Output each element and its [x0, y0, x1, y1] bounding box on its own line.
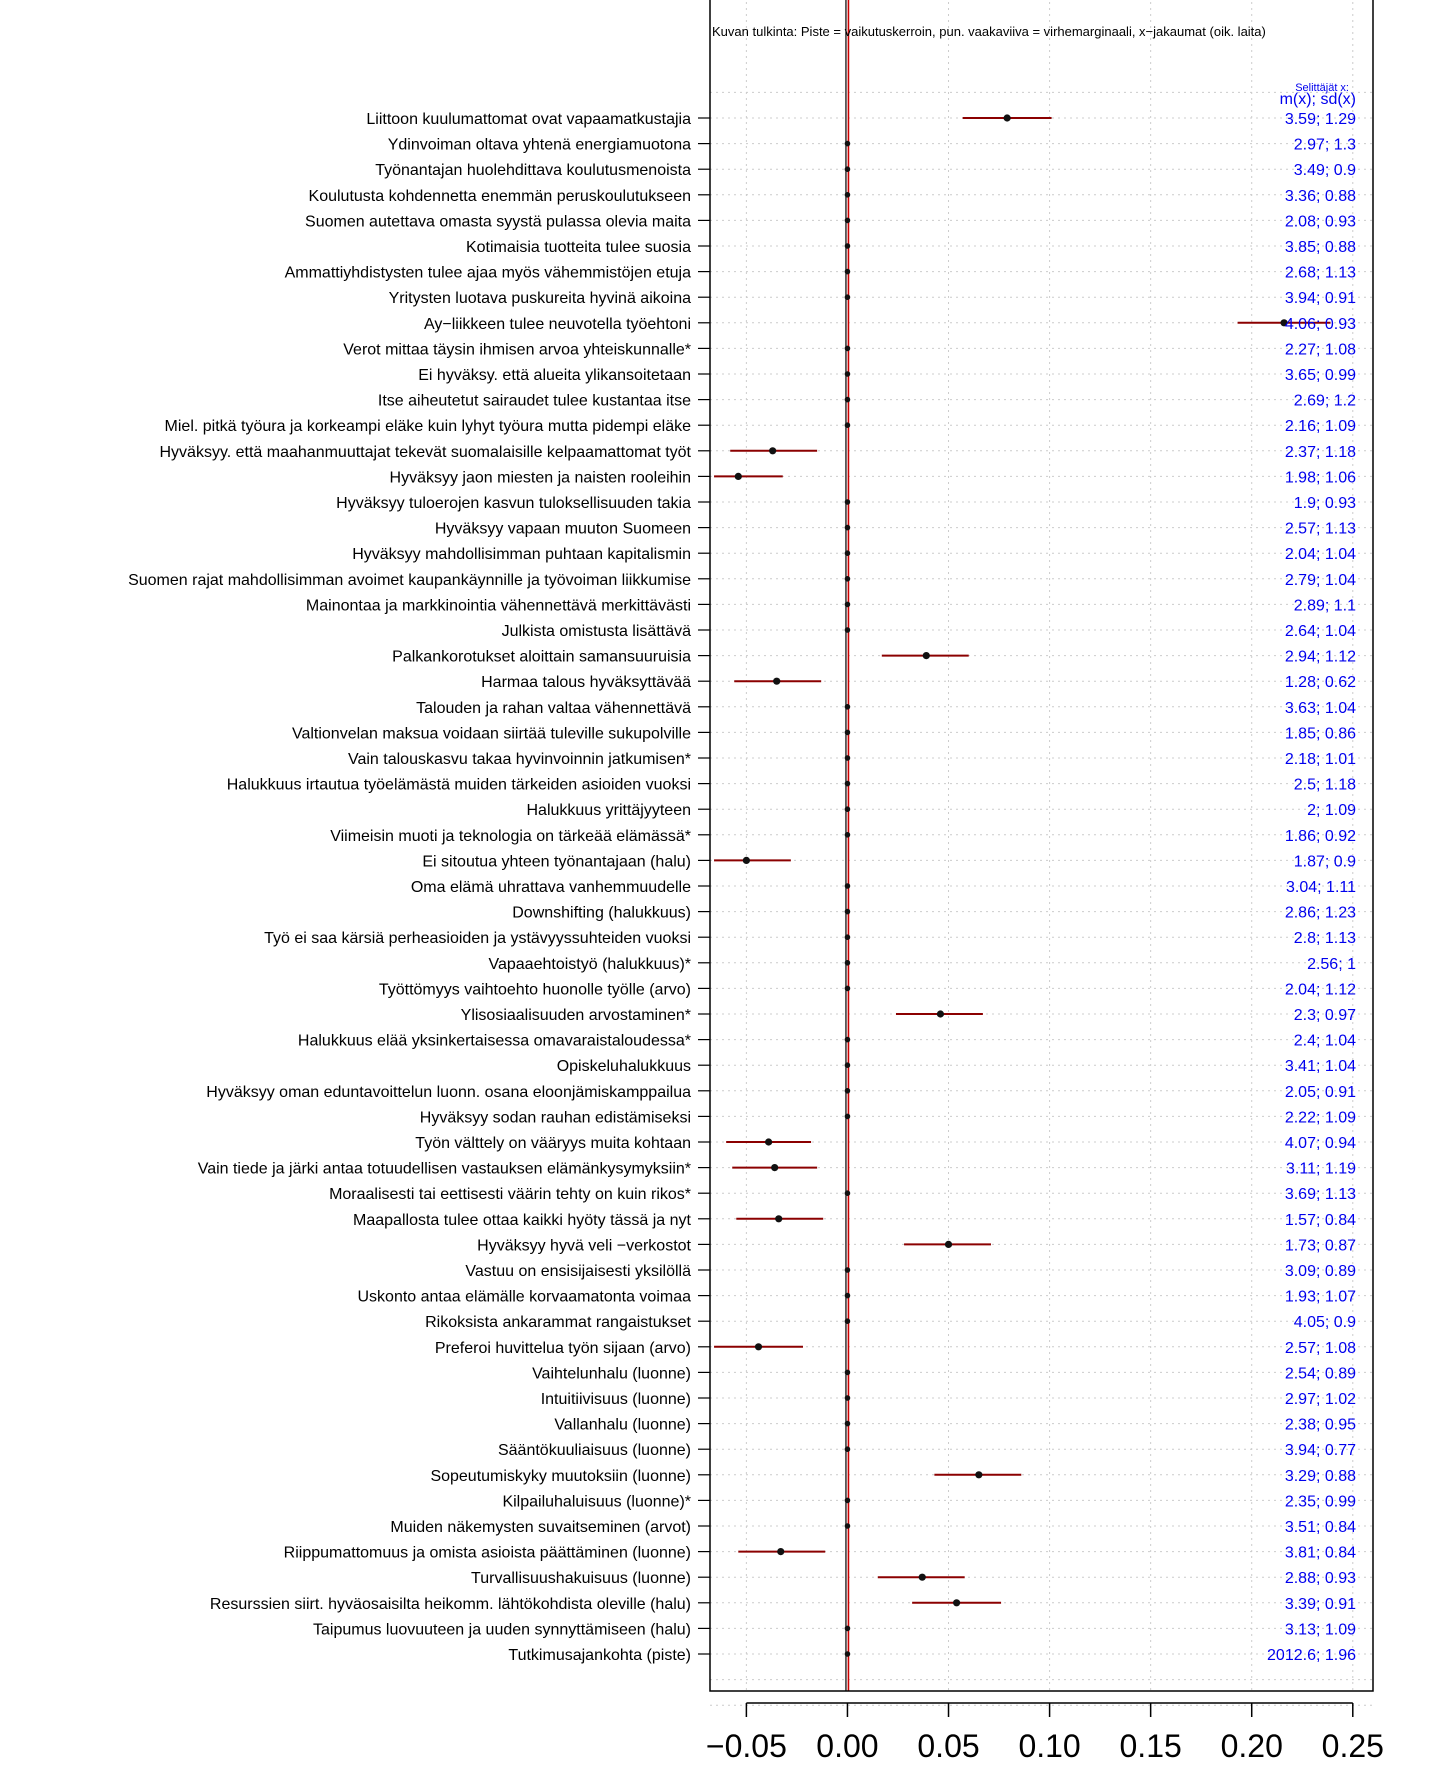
coefficient-point: [1004, 114, 1011, 121]
coefficient-point: [845, 986, 851, 992]
variable-label: Ylisosiaalisuuden arvostaminen*: [460, 1007, 691, 1024]
variable-stat: 2.69; 1.2: [1293, 392, 1356, 410]
coefficient-point: [845, 550, 851, 556]
coefficient-point: [845, 909, 851, 915]
coefficient-point: [845, 499, 851, 505]
variable-stat: 2.57; 1.08: [1284, 1339, 1356, 1357]
variable-stat: 3.69; 1.13: [1284, 1186, 1356, 1204]
variable-label: Työ ei saa kärsiä perheasioiden ja ystävyyssuhteiden vuoksi: [264, 930, 691, 948]
variable-label: Miel. pitkä työura ja korkeampi eläke kuin lyhyt työura mutta pidempi eläke: [164, 418, 691, 436]
coefficient-point: [845, 525, 851, 531]
variable-stat: 2.3; 0.97: [1293, 1007, 1356, 1024]
coefficient-point: [845, 1626, 851, 1632]
variable-stat: 3.51; 0.84: [1284, 1519, 1356, 1536]
variable-label: Ydinvoiman oltava yhtenä energiamuotona: [387, 136, 691, 154]
variable-stat: 2.88; 0.93: [1284, 1570, 1356, 1588]
variable-stat: 3.94; 0.91: [1284, 290, 1356, 308]
coefficient-point: [845, 576, 851, 582]
variable-stat: 1.98; 1.06: [1284, 469, 1356, 487]
variable-stat: 3.36; 0.88: [1284, 187, 1356, 205]
variable-label: Resurssien siirt. hyväosaisilta heikomm. lähtökohdista oleville (halu): [209, 1595, 691, 1613]
variable-stat: 1.86; 0.92: [1284, 827, 1356, 845]
variable-stat: 2.35; 0.99: [1284, 1493, 1356, 1511]
coefficient-point: [765, 1138, 772, 1145]
variable-label: Koulutusta kohdennetta enemmän peruskoulutukseen: [308, 187, 691, 205]
coefficient-point: [845, 371, 851, 377]
variable-label: Taipumus luovuuteen ja uuden synnyttämiseen (halu): [312, 1621, 691, 1639]
variable-stat: 3.59; 1.29: [1284, 111, 1356, 128]
variable-label: Talouden ja rahan valtaa vähennettävä: [416, 699, 691, 717]
variable-stat: 2.16; 1.09: [1284, 418, 1356, 436]
variable-label: Valtionvelan maksua voidaan siirtää tuleville sukupolville: [291, 725, 691, 743]
variable-label: Intuitiivisuus (luonne): [540, 1391, 691, 1408]
coefficient-point: [845, 218, 851, 224]
variable-label: Mainontaa ja markkinointia vähennettävä merkittävästi: [305, 597, 691, 615]
coefficient-point: [945, 1241, 952, 1248]
variable-label: Muiden näkemysten suvaitseminen (arvot): [390, 1519, 691, 1536]
variable-stat: 2012.6; 1.96: [1267, 1647, 1356, 1664]
variable-label: Hyväksyy. että maahanmuuttajat tekevät suomalaisille kelpaamattomat työt: [159, 443, 691, 461]
x-tick-label: −0.05: [705, 1728, 787, 1764]
coefficient-point: [953, 1599, 960, 1606]
coefficient-point: [845, 1446, 851, 1452]
variable-label: Vain talouskasvu takaa hyvinvoinnin jatkumisen*: [347, 751, 691, 768]
coefficient-point: [845, 1088, 851, 1094]
variable-stat: 3.41; 1.04: [1284, 1058, 1356, 1076]
variable-stat: 2.22; 1.09: [1284, 1109, 1356, 1127]
variable-stat: 1.93; 1.07: [1284, 1288, 1356, 1306]
variable-label: Hyväksyy mahdollisimman puhtaan kapitalismin: [352, 546, 691, 564]
variable-label: Ammattiyhdistysten tulee ajaa myös vähemmistöjen etuja: [284, 264, 691, 282]
coefficient-point: [845, 1651, 851, 1657]
variable-stat: 3.94; 0.77: [1284, 1442, 1356, 1460]
coefficient-point: [845, 1114, 851, 1120]
variable-label: Halukkuus irtautua työelämästä muiden tärkeiden asioiden vuoksi: [226, 776, 691, 794]
stats-header-columns: m(x); sd(x): [1279, 91, 1356, 108]
x-tick-label: 0.25: [1321, 1728, 1384, 1764]
variable-label: Vain tiede ja järki antaa totuudellisen vastauksen elämänkysymyksiin*: [197, 1160, 691, 1178]
coefficient-point: [845, 934, 851, 940]
coefficient-point: [845, 1267, 851, 1273]
coefficient-point: [845, 1293, 851, 1299]
variable-label: Hyväksyy tuloerojen kasvun tuloksellisuuden takia: [336, 495, 691, 512]
coefficient-point: [975, 1471, 982, 1478]
coefficient-point: [845, 1062, 851, 1068]
variable-label: Halukkuus elää yksinkertaisessa omavaraistaloudessa*: [297, 1032, 691, 1050]
interpretation-note: Kuvan tulkinta: Piste = vaikutuskerroin, pun. vaakaviiva = virhemarginaali, x−jakaumat (oik. laita): [712, 24, 1266, 39]
coefficient-point: [923, 652, 930, 659]
coefficient-point: [845, 346, 851, 352]
variable-stat: 2.97; 1.02: [1284, 1391, 1356, 1408]
variable-stat: 2.54; 0.89: [1284, 1365, 1356, 1383]
x-tick-label: 0.00: [816, 1728, 879, 1764]
variable-stat: 2.97; 1.3: [1293, 136, 1356, 154]
stats-header-title: Selittäjät x:: [1295, 82, 1349, 94]
variable-label: Julkista omistusta lisättävä: [501, 623, 691, 640]
variable-stat: 3.81; 0.84: [1284, 1544, 1356, 1562]
coefficient-point: [845, 192, 851, 198]
variable-label: Halukkuus yrittäjyyteen: [526, 802, 691, 820]
x-tick-label: 0.20: [1220, 1728, 1283, 1764]
variable-stat: 1.73; 0.87: [1284, 1237, 1356, 1255]
variable-label: Vapaaehtoistyö (halukkuus)*: [488, 955, 691, 973]
variable-label: Viimeisin muoti ja teknologia on tärkeää elämässä*: [330, 827, 691, 845]
variable-label: Hyväksyy oman eduntavoittelun luonn. osana eloonjämiskamppailua: [206, 1083, 691, 1101]
coefficient-point: [845, 141, 851, 147]
coefficient-point: [845, 1037, 851, 1043]
variable-label: Turvallisuushakuisuus (luonne): [471, 1570, 691, 1588]
variable-stat: 1.9; 0.93: [1293, 495, 1356, 512]
variable-label: Downshifting (halukkuus): [512, 904, 691, 922]
coefficient-point: [769, 447, 776, 454]
variable-label: Sopeutumiskyky muutoksiin (luonne): [430, 1467, 691, 1485]
variable-stat: 4.06; 0.93: [1284, 315, 1356, 333]
coefficient-point: [845, 243, 851, 249]
variable-label: Ei hyväksy. että alueita ylikansoitetaan: [418, 367, 691, 384]
coefficient-point: [845, 806, 851, 812]
variable-stat: 4.05; 0.9: [1293, 1314, 1356, 1332]
variable-label: Hyväksyy vapaan muuton Suomeen: [434, 520, 691, 538]
coefficient-point: [845, 1370, 851, 1376]
variable-stat: 2.05; 0.91: [1284, 1083, 1356, 1101]
coefficient-point: [845, 1318, 851, 1324]
variable-stat: 4.07; 0.94: [1284, 1135, 1356, 1152]
coefficient-point: [919, 1574, 926, 1581]
variable-stat: 2.89; 1.1: [1293, 597, 1356, 615]
variable-label: Rikoksista ankarammat rangaistukset: [425, 1314, 691, 1332]
coefficient-point: [845, 781, 851, 787]
coefficient-point: [743, 857, 750, 864]
variable-stat: 1.87; 0.9: [1293, 853, 1356, 871]
variable-label: Vaihtelunhalu (luonne): [532, 1365, 691, 1383]
variable-stat: 3.09; 0.89: [1284, 1263, 1356, 1280]
coefficient-point: [845, 422, 851, 428]
variable-label: Suomen rajat mahdollisimman avoimet kaupankäynnille ja työvoiman liikkumise: [128, 571, 691, 589]
coefficient-point: [845, 960, 851, 966]
coefficient-point: [845, 704, 851, 710]
variable-stat: 2.08; 0.93: [1284, 213, 1356, 231]
variable-stat: 2.18; 1.01: [1284, 751, 1356, 768]
variable-stat: 1.85; 0.86: [1284, 725, 1356, 743]
variable-label: Maapallosta tulee ottaa kaikki hyöty tässä ja nyt: [353, 1211, 691, 1229]
coefficient-point: [845, 1395, 851, 1401]
variable-stat: 2.68; 1.13: [1284, 264, 1356, 282]
coefficient-point: [845, 1190, 851, 1196]
variable-label: Suomen autettava omasta syystä pulassa olevia maita: [305, 213, 691, 231]
variable-stat: 2.27; 1.08: [1284, 341, 1356, 359]
coefficient-point: [845, 1498, 851, 1504]
variable-label: Hyväksyy sodan rauhan edistämiseksi: [419, 1109, 691, 1127]
coefficient-point: [845, 832, 851, 838]
variable-stat: 3.04; 1.11: [1286, 879, 1356, 896]
variable-label: Yritysten luotava puskureita hyvinä aikoina: [388, 290, 691, 308]
coefficient-point: [845, 166, 851, 172]
variable-stat: 3.63; 1.04: [1284, 699, 1356, 717]
variable-label: Riippumattomuus ja omista asioista päättäminen (luonne): [283, 1544, 691, 1562]
variable-label: Itse aiheutetut sairaudet tulee kustantaa itse: [377, 392, 691, 410]
variable-label: Preferoi huvittelua työn sijaan (arvo): [434, 1339, 691, 1357]
coefficient-point: [775, 1215, 782, 1222]
variable-stat: 2.38; 0.95: [1284, 1416, 1356, 1434]
variable-label: Tutkimusajankohta (piste): [508, 1647, 691, 1664]
variable-stat: 3.49; 0.9: [1293, 162, 1356, 180]
variable-label: Sääntökuuliaisuus (luonne): [497, 1442, 691, 1460]
variable-stat: 2.4; 1.04: [1293, 1032, 1356, 1050]
variable-label: Liittoon kuulumattomat ovat vapaamatkustajia: [366, 111, 691, 128]
variable-label: Verot mittaa täysin ihmisen arvoa yhteiskunnalle*: [343, 341, 691, 359]
coefficient-point: [845, 269, 851, 275]
variable-stat: 2.94; 1.12: [1284, 648, 1356, 666]
variable-stat: 2; 1.09: [1307, 802, 1356, 820]
variable-stat: 3.39; 0.91: [1284, 1595, 1356, 1613]
variable-label: Harmaa talous hyväksyttävää: [481, 674, 691, 692]
coefficient-point: [845, 294, 851, 300]
variable-label: Palkankorotukset aloittain samansuuruisia: [392, 648, 691, 666]
variable-stat: 2.04; 1.12: [1284, 981, 1356, 999]
variable-stat: 2.04; 1.04: [1284, 546, 1356, 564]
coefficient-point: [777, 1548, 784, 1555]
variable-stat: 2.56; 1: [1307, 955, 1356, 973]
variable-stat: 3.29; 0.88: [1284, 1467, 1356, 1485]
x-tick-label: 0.10: [1018, 1728, 1081, 1764]
variable-label: Kilpailuhaluisuus (luonne)*: [502, 1493, 691, 1511]
coefficient-point: [845, 755, 851, 761]
variable-stat: 3.85; 0.88: [1284, 239, 1356, 256]
coefficient-point: [845, 602, 851, 608]
variable-label: Hyväksyy hyvä veli −verkostot: [477, 1237, 691, 1255]
variable-stat: 3.13; 1.09: [1284, 1621, 1356, 1639]
variable-stat: 3.65; 0.99: [1284, 367, 1356, 384]
variable-label: Opiskeluhalukkuus: [556, 1058, 691, 1076]
variable-stat: 2.57; 1.13: [1284, 520, 1356, 538]
coefficient-point: [771, 1164, 778, 1171]
coefficient-point: [845, 397, 851, 403]
variable-label: Moraalisesti tai eettisesti väärin tehty on kuin rikos*: [329, 1186, 691, 1204]
variable-label: Uskonto antaa elämälle korvaamatonta voimaa: [357, 1288, 691, 1306]
variable-label: Työnantajan huolehdittava koulutusmenoista: [375, 162, 691, 180]
variable-stat: 1.28; 0.62: [1284, 674, 1356, 692]
variable-label: Ay−liikkeen tulee neuvotella työehtoni: [424, 315, 691, 333]
variable-label: Ei sitoutua yhteen työnantajaan (halu): [422, 853, 691, 871]
variable-stat: 2.37; 1.18: [1284, 443, 1356, 461]
variable-stat: 2.86; 1.23: [1284, 904, 1356, 922]
coefficient-point: [755, 1343, 762, 1350]
coefficient-point: [937, 1010, 944, 1017]
variable-label: Kotimaisia tuotteita tulee suosia: [465, 239, 691, 256]
coefficient-point: [735, 473, 742, 480]
coefficient-point: [845, 883, 851, 889]
coefficient-point: [845, 627, 851, 633]
variable-stat: 2.64; 1.04: [1284, 623, 1356, 640]
variable-label: Vastuu on ensisijaisesti yksilöllä: [465, 1263, 691, 1280]
variable-label: Työn välttely on vääryys muita kohtaan: [415, 1135, 691, 1152]
variable-label: Oma elämä uhrattava vanhemmuudelle: [410, 879, 691, 896]
coefficient-point: [845, 1421, 851, 1427]
variable-label: Vallanhalu (luonne): [554, 1416, 691, 1434]
variable-stat: 2.5; 1.18: [1293, 776, 1356, 794]
coefficient-point: [773, 678, 780, 685]
coefficient-point: [845, 1523, 851, 1529]
variable-stat: 1.57; 0.84: [1284, 1211, 1356, 1229]
coefficient-point: [845, 730, 851, 736]
variable-stat: 2.8; 1.13: [1293, 930, 1356, 948]
variable-label: Hyväksyy jaon miesten ja naisten rooleihin: [389, 469, 691, 487]
variable-label: Työttömyys vaihtoehto huonolle työlle (arvo): [378, 981, 691, 999]
variable-stat: 3.11; 1.19: [1286, 1160, 1356, 1178]
variable-stat: 2.79; 1.04: [1284, 571, 1356, 589]
x-tick-label: 0.15: [1119, 1728, 1182, 1764]
x-tick-label: 0.05: [917, 1728, 980, 1764]
